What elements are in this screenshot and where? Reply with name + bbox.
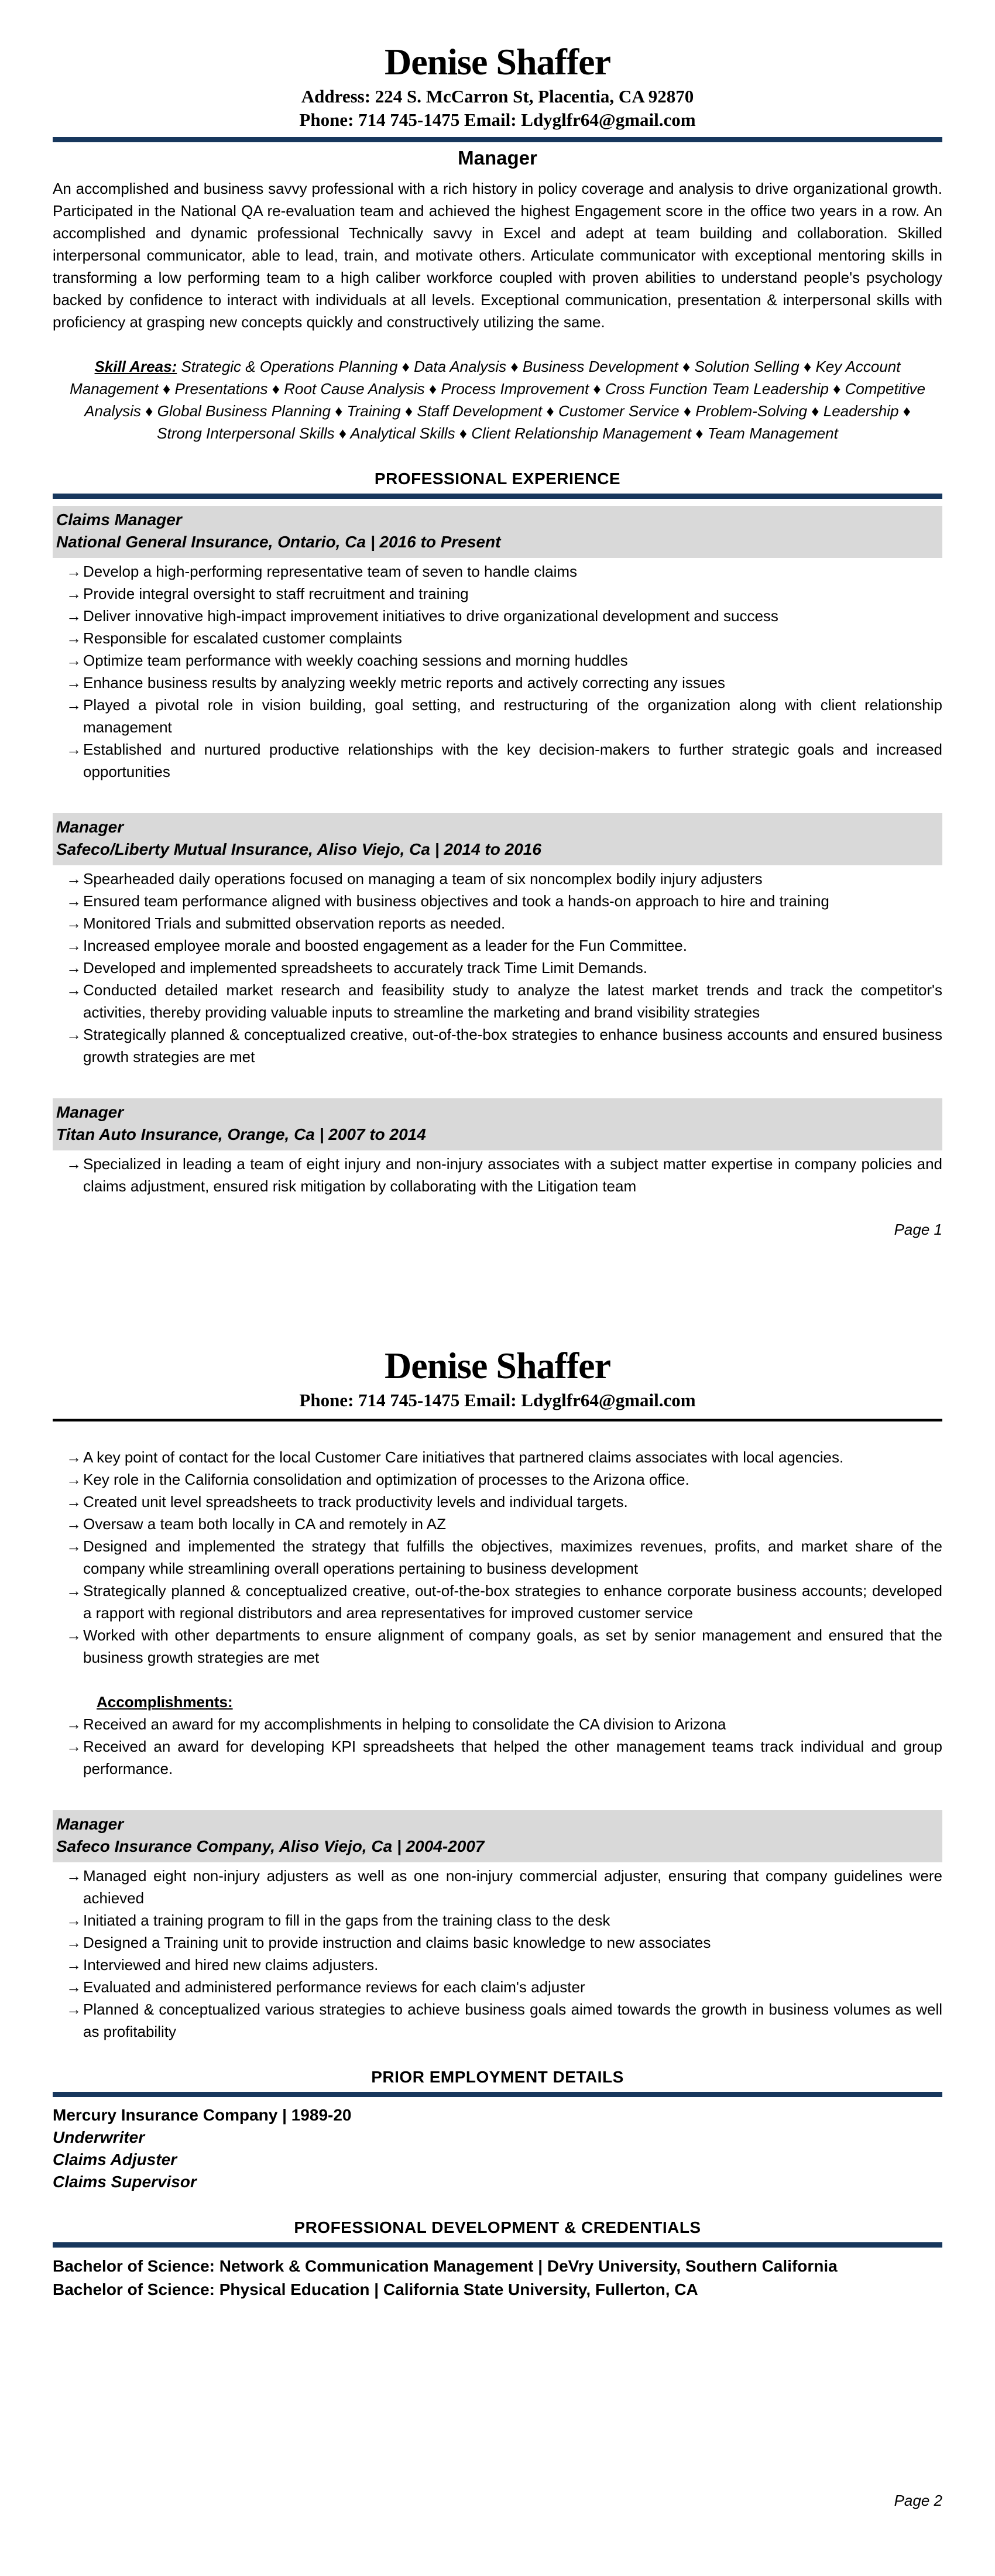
page2-phone-line: Phone: 714 745-1475 Email: Ldyglfr64@gmail.com (299, 1390, 696, 1410)
bullet-item: → Designed a Training unit to provide instruction and claims basic knowledge to new associates (53, 1931, 942, 1954)
job-company-line: Safeco/Liberty Mutual Insurance, Aliso Viejo, Ca | 2014 to 2016 (56, 840, 541, 858)
credentials-heading: PROFESSIONAL DEVELOPMENT & CREDENTIALS (294, 2218, 701, 2236)
arrow-bullet-icon: → (66, 563, 81, 580)
prior-employment-block (53, 2104, 942, 2193)
skill-areas-label: Skill Areas: (94, 358, 177, 375)
arrow-bullet-icon: → (66, 1715, 81, 1733)
bullet-item: → Evaluated and administered performance reviews for each claim's adjuster (53, 1976, 942, 1998)
job-national-general (53, 506, 942, 783)
bullet-item: → Specialized in leading a team of eight injury and non-injury associates with a subject matter expertise in company policies and claims adjustment, ensured risk mitigation by collaborating with the Litigation team (53, 1153, 942, 1197)
page2-top-bullets (53, 1446, 942, 1669)
professional-experience-rule (53, 494, 942, 499)
arrow-bullet-icon: → (66, 1867, 81, 1885)
arrow-bullet-icon: → (66, 741, 81, 758)
arrow-bullet-icon: → (66, 674, 81, 691)
job-safeco-insurance (53, 1810, 942, 2043)
job-title: Manager (56, 1815, 124, 1833)
bullet-item: → Provide integral oversight to staff recruitment and training (53, 583, 942, 605)
arrow-bullet-icon: → (66, 1471, 81, 1488)
job-titan-auto (53, 1098, 942, 1197)
bullet-item: → Strategically planned & conceptualized creative, out-of-the-box strategies to enhance corporate business accounts; developed a rapport with regional distributors and area representatives for improved customer service (53, 1580, 942, 1624)
page1-header-rule (53, 137, 942, 142)
bullet-item: → Developed and implemented spreadsheets to accurately track Time Limit Demands. (53, 957, 942, 979)
bullet-item: → Created unit level spreadsheets to track productivity levels and individual targets. (53, 1491, 942, 1513)
arrow-bullet-icon: → (66, 2000, 81, 2018)
arrow-bullet-icon: → (66, 1448, 81, 1466)
page1-phone-line: Phone: 714 745-1475 Email: Ldyglfr64@gmail.com (299, 109, 696, 130)
bullet-item: → Designed and implemented the strategy that fulfills the objectives, maximizes revenues, profits, and market share of the company while streamlining overall operations pertaining to business development (53, 1535, 942, 1580)
arrow-bullet-icon: → (66, 652, 81, 669)
bullet-item: → Responsible for escalated customer complaints (53, 627, 942, 649)
arrow-bullet-icon: → (66, 959, 81, 977)
prior-employment-heading: PRIOR EMPLOYMENT DETAILS (371, 2068, 624, 2086)
summary-paragraph: An accomplished and business savvy professional with a rich history in policy coverage and analysis to drive organizational growth. Participated in the National QA re-evaluation team and achieved the highest Engagement score in the office two years in a row. An accomplished and dynamic professional Technically savvy in Excel and adept at team building and collaboration. Skilled interpersonal communicator, able to lead, train, and motivate others. Articulate communicator with exceptional mentoring skills in transforming a low performing team to a high caliber workforce coupled with proven abilities to understand people's psychology backed by confidence to interact with individuals at all levels. Exceptional communication, presentation & interpersonal skills with proficiency at grasping new concepts quickly and constructively utilizing the same. (53, 180, 942, 331)
bullet-item: → Conducted detailed market research and feasibility study to analyze the latest market trends and track the competitor's activities, thereby providing valuable inputs to streamline the marketing and brand visibility strategies (53, 979, 942, 1023)
credentials-block (53, 2255, 942, 2301)
prior-employment-rule (53, 2092, 942, 2097)
job-title: Claims Manager (56, 511, 182, 529)
arrow-bullet-icon: → (66, 1155, 81, 1173)
arrow-bullet-icon: → (66, 1626, 81, 1644)
bullet-item: → Deliver innovative high-impact improvement initiatives to drive organizational development and success (53, 605, 942, 627)
bullet-item: → Ensured team performance aligned with business objectives and took a hands-on approach to hire and training (53, 890, 942, 912)
bullet-item: → Established and nurtured productive relationships with the key decision-makers to further strategic goals and increased opportunities (53, 738, 942, 783)
arrow-bullet-icon: → (66, 1026, 81, 1043)
bullet-item: → Managed eight non-injury adjusters as well as one non-injury commercial adjuster, ensuring that company guidelines were achieved (53, 1865, 942, 1909)
page2-name: Denise Shaffer (385, 1345, 610, 1386)
job-header (53, 1098, 942, 1150)
bullet-item: → Optimize team performance with weekly coaching sessions and morning huddles (53, 649, 942, 672)
bullet-item: → Worked with other departments to ensure alignment of company goals, as set by senior management and ensured that the business growth strategies are met (53, 1624, 942, 1669)
job-title: Manager (56, 1103, 124, 1121)
arrow-bullet-icon: → (66, 1956, 81, 1974)
prior-role: Underwriter (53, 2128, 145, 2146)
job-company-line: National General Insurance, Ontario, Ca | 2016 to Present (56, 533, 501, 551)
bullet-item: → Enhance business results by analyzing weekly metric reports and actively correcting any issues (53, 672, 942, 694)
page1-label: Page 1 (894, 1221, 942, 1238)
bullet-item: → Interviewed and hired new claims adjusters. (53, 1954, 942, 1976)
bullet-item: → Oversaw a team both locally in CA and remotely in AZ (53, 1513, 942, 1535)
credential-line: Bachelor of Science: Network & Communication Management | DeVry University, Southern California (53, 2257, 838, 2275)
job-header (53, 813, 942, 865)
job-safeco-liberty (53, 813, 942, 1068)
arrow-bullet-icon: → (66, 1738, 81, 1755)
bullet-item: → Played a pivotal role in vision building, goal setting, and restructuring of the organization along with client relationship management (53, 694, 942, 738)
bullet-item: → Received an award for my accomplishments in helping to consolidate the CA division to Arizona (53, 1713, 942, 1735)
arrow-bullet-icon: → (66, 696, 81, 714)
arrow-bullet-icon: → (66, 1515, 81, 1533)
bullet-item: → Develop a high-performing representative team of seven to handle claims (53, 560, 942, 583)
page1-address-line: Address: 224 S. McCarron St, Placentia, CA 92870 (301, 86, 694, 107)
bullet-item: → Increased employee morale and boosted engagement as a leader for the Fun Committee. (53, 934, 942, 957)
job-header (53, 506, 942, 558)
arrow-bullet-icon: → (66, 1537, 81, 1555)
professional-experience-heading: PROFESSIONAL EXPERIENCE (374, 470, 621, 488)
arrow-bullet-icon: → (66, 1978, 81, 1996)
prior-role: Claims Supervisor (53, 2173, 197, 2191)
credential-line: Bachelor of Science: Physical Education | California State University, Fullerton, CA (53, 2280, 698, 2298)
arrow-bullet-icon: → (66, 585, 81, 602)
arrow-bullet-icon: → (66, 629, 81, 647)
arrow-bullet-icon: → (66, 914, 81, 932)
arrow-bullet-icon: → (66, 1582, 81, 1599)
bullet-item: → Planned & conceptualized various strategies to achieve business goals aimed towards the growth in business volumes as well as profitability (53, 1998, 942, 2043)
arrow-bullet-icon: → (66, 981, 81, 999)
page2-header-rule (53, 1419, 942, 1421)
arrow-bullet-icon: → (66, 1934, 81, 1951)
skill-areas-paragraph (53, 355, 942, 444)
bullet-item: → A key point of contact for the local Customer Care initiatives that partnered claims associates with local agencies. (53, 1446, 942, 1468)
job-company-line: Titan Auto Insurance, Orange, Ca | 2007 to 2014 (56, 1125, 426, 1143)
prior-company-line: Mercury Insurance Company | 1989-20 (53, 2106, 352, 2124)
arrow-bullet-icon: → (66, 892, 81, 910)
page1-role-title: Manager (458, 147, 537, 169)
page2-label: Page 2 (894, 2492, 942, 2509)
bullet-item: → Strategically planned & conceptualized creative, out-of-the-box strategies to enhance business accounts and ensured business growth strategies are met (53, 1023, 942, 1068)
arrow-bullet-icon: → (66, 937, 81, 954)
arrow-bullet-icon: → (66, 1493, 81, 1510)
bullet-item: → Spearheaded daily operations focused on managing a team of six noncomplex bodily injury adjusters (53, 868, 942, 890)
job-header (53, 1810, 942, 1862)
credentials-rule (53, 2242, 942, 2248)
arrow-bullet-icon: → (66, 607, 81, 625)
job-title: Manager (56, 818, 124, 836)
arrow-bullet-icon: → (66, 1912, 81, 1929)
page1-name: Denise Shaffer (385, 41, 610, 83)
skill-areas-list: Strategic & Operations Planning ♦ Data Analysis ♦ Business Development ♦ Solution Selling ♦ Key Account Management ♦ Presentations ♦ Root Cause Analysis ♦ Process Improvement ♦ Cross Function Team Leadership ♦ Competitive Analysis ♦ Global Business Planning ♦ Training ♦ Staff Development ♦ Customer Service ♦ Problem-Solving ♦ Leadership ♦ Strong Interpersonal Skills ♦ Analytical Skills ♦ Client Relationship Management ♦ Team Management (70, 358, 925, 442)
accomplishments-label: Accomplishments: (97, 1693, 233, 1711)
prior-role: Claims Adjuster (53, 2150, 177, 2169)
bullet-item: → Key role in the California consolidation and optimization of processes to the Arizona office. (53, 1468, 942, 1491)
bullet-item: → Received an award for developing KPI spreadsheets that helped the other management teams track individual and group performance. (53, 1735, 942, 1780)
job-company-line: Safeco Insurance Company, Aliso Viejo, Ca | 2004-2007 (56, 1837, 485, 1855)
bullet-item: → Initiated a training program to fill in the gaps from the training class to the desk (53, 1909, 942, 1931)
arrow-bullet-icon: → (66, 870, 81, 888)
bullet-item: → Monitored Trials and submitted observation reports as needed. (53, 912, 942, 934)
